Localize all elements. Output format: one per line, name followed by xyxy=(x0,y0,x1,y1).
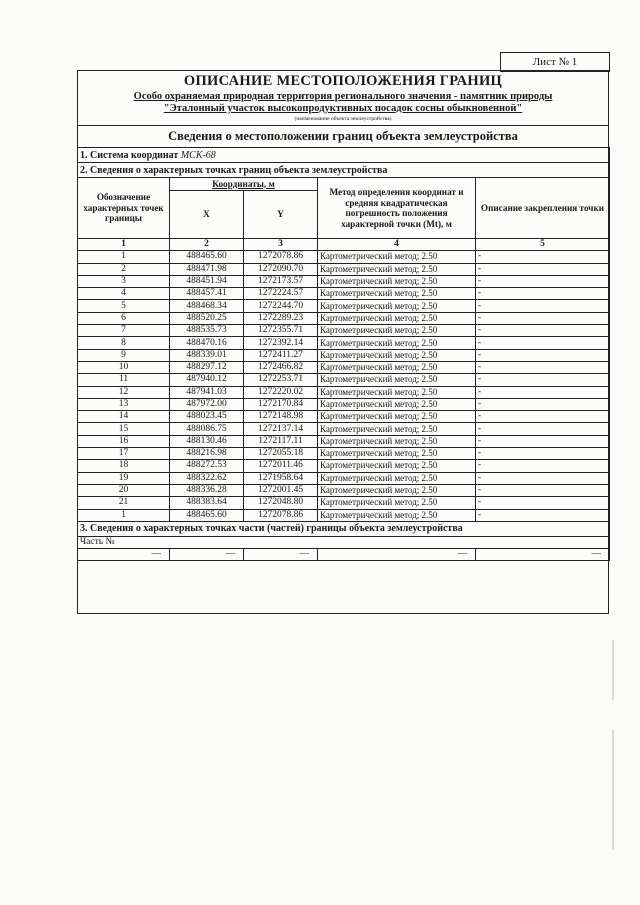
method: Картометрический метод; 2.50 xyxy=(318,423,476,435)
coord-x: 488451.94 xyxy=(170,275,244,287)
document-title: ОПИСАНИЕ МЕСТОПОЛОЖЕНИЯ ГРАНИЦ xyxy=(183,73,503,89)
table-row xyxy=(78,423,610,435)
point-number: 16 xyxy=(78,435,170,447)
point-number: 7 xyxy=(78,325,170,337)
coord-y: 1272001.45 xyxy=(244,484,318,496)
coord-x: 487941.03 xyxy=(170,386,244,398)
table-row xyxy=(78,460,610,472)
header-method: Метод определения координат и средняя квадратическая погрешность положения характерной точки (Mt), м xyxy=(318,178,476,239)
point-number: 11 xyxy=(78,374,170,386)
coord-x: 488470.16 xyxy=(170,337,244,349)
coord-x: 488465.60 xyxy=(170,509,244,521)
fixing-description: - xyxy=(476,497,610,509)
table-row xyxy=(78,509,610,521)
table-row xyxy=(78,337,610,349)
fixing-description: - xyxy=(476,251,610,263)
section3-title: 3. Сведения о характерных точках части (частей) границы объекта землеустройства xyxy=(78,521,610,536)
method: Картометрический метод; 2.50 xyxy=(318,312,476,324)
coord-x: 488272.53 xyxy=(170,460,244,472)
boundary-table xyxy=(77,147,610,561)
method: Картометрический метод; 2.50 xyxy=(318,251,476,263)
header-y: Y xyxy=(244,190,318,238)
table-row xyxy=(78,374,610,386)
point-number: 6 xyxy=(78,312,170,324)
coord-system-label: 1. Система координат xyxy=(80,149,179,161)
method: Картометрический метод; 2.50 xyxy=(318,288,476,300)
sheet-label: Лист № 1 xyxy=(500,52,610,72)
method: Картометрический метод; 2.50 xyxy=(318,497,476,509)
fixing-description: - xyxy=(476,374,610,386)
coord-x: 488216.98 xyxy=(170,448,244,460)
col-number-3: 3 xyxy=(244,239,318,251)
fixing-description: - xyxy=(476,275,610,287)
part-label-row xyxy=(78,536,610,548)
coord-y: 1272055.18 xyxy=(244,448,318,460)
method: Картометрический метод; 2.50 xyxy=(318,484,476,496)
coord-y: 1272220.02 xyxy=(244,386,318,398)
part-cell: — xyxy=(78,549,170,561)
coord-y: 1272137.14 xyxy=(244,423,318,435)
coord-x: 488468.34 xyxy=(170,300,244,312)
point-number: 13 xyxy=(78,398,170,410)
scan-margin-mark xyxy=(612,730,614,850)
document-subtitle-line2: "Эталонный участок высокопродуктивных посадок сосны обыкновенной" xyxy=(163,103,523,114)
coord-x: 488297.12 xyxy=(170,361,244,373)
table-row xyxy=(78,300,610,312)
coord-x: 488383.64 xyxy=(170,497,244,509)
table-row xyxy=(78,361,610,373)
table-row xyxy=(78,312,610,324)
table-row xyxy=(78,484,610,496)
table-row xyxy=(78,349,610,361)
method: Картометрический метод; 2.50 xyxy=(318,337,476,349)
fixing-description: - xyxy=(476,435,610,447)
part-cell: — xyxy=(244,549,318,561)
scan-margin-mark xyxy=(612,640,614,700)
coord-x: 488520.25 xyxy=(170,312,244,324)
coord-y: 1272173.57 xyxy=(244,275,318,287)
coord-x: 488130.46 xyxy=(170,435,244,447)
coord-y: 1272078.86 xyxy=(244,509,318,521)
point-number: 18 xyxy=(78,460,170,472)
table-row xyxy=(78,251,610,263)
coord-y: 1272090.70 xyxy=(244,263,318,275)
coord-y: 1272253.71 xyxy=(244,374,318,386)
method: Картометрический метод; 2.50 xyxy=(318,275,476,287)
method: Картометрический метод; 2.50 xyxy=(318,361,476,373)
fixing-description: - xyxy=(476,361,610,373)
point-number: 19 xyxy=(78,472,170,484)
coord-y: 1272078.86 xyxy=(244,251,318,263)
point-number: 20 xyxy=(78,484,170,496)
fixing-description: - xyxy=(476,484,610,496)
header-point: Обозначение характерных точек границы xyxy=(78,178,170,239)
point-number: 3 xyxy=(78,275,170,287)
coord-x: 488023.45 xyxy=(170,411,244,423)
method: Картометрический метод; 2.50 xyxy=(318,263,476,275)
fixing-description: - xyxy=(476,349,610,361)
method: Картометрический метод; 2.50 xyxy=(318,509,476,521)
coord-system-value: МСК-68 xyxy=(180,149,216,161)
table-row xyxy=(78,411,610,423)
method: Картометрический метод; 2.50 xyxy=(318,448,476,460)
method: Картометрический метод; 2.50 xyxy=(318,398,476,410)
part-label: Часть № xyxy=(78,536,610,548)
part-cell: — xyxy=(170,549,244,561)
table-row xyxy=(78,448,610,460)
part-cell: — xyxy=(476,549,610,561)
point-number: 2 xyxy=(78,263,170,275)
coord-y: 1272392.14 xyxy=(244,337,318,349)
header-fixing: Описание закрепления точки xyxy=(476,178,610,239)
coord-y: 1272224.57 xyxy=(244,288,318,300)
point-number: 15 xyxy=(78,423,170,435)
coord-x: 488535.73 xyxy=(170,325,244,337)
section2-row xyxy=(78,163,610,178)
fixing-description: - xyxy=(476,386,610,398)
coord-y: 1271958.64 xyxy=(244,472,318,484)
coord-x: 488339.01 xyxy=(170,349,244,361)
fixing-description: - xyxy=(476,325,610,337)
point-number: 21 xyxy=(78,497,170,509)
method: Картометрический метод; 2.50 xyxy=(318,460,476,472)
coord-x: 488086.75 xyxy=(170,423,244,435)
point-number: 10 xyxy=(78,361,170,373)
fixing-description: - xyxy=(476,337,610,349)
coord-y: 1272117.11 xyxy=(244,435,318,447)
method: Картометрический метод; 2.50 xyxy=(318,435,476,447)
coord-y: 1272148.98 xyxy=(244,411,318,423)
coord-x: 488465.60 xyxy=(170,251,244,263)
header-coords: Координаты, м xyxy=(170,178,318,191)
table-header-row-1 xyxy=(78,178,610,191)
method: Картометрический метод; 2.50 xyxy=(318,300,476,312)
table-row xyxy=(78,288,610,300)
section2-title: 2. Сведения о характерных точках границ объекта землеустройства xyxy=(78,163,610,178)
table-row xyxy=(78,398,610,410)
method: Картометрический метод; 2.50 xyxy=(318,349,476,361)
part-cell: — xyxy=(318,549,476,561)
document-subtitle-line1: Особо охраняемая природная территория регионального значения - памятник природы xyxy=(133,91,553,102)
table-row xyxy=(78,275,610,287)
method: Картометрический метод; 2.50 xyxy=(318,374,476,386)
section-header: Сведения о местоположении границ объекта землеустройства xyxy=(78,125,608,148)
subtitle-note: (наименование объекта землеустройства) xyxy=(294,116,392,122)
col-number-2: 2 xyxy=(170,239,244,251)
fixing-description: - xyxy=(476,312,610,324)
coord-y: 1272170.84 xyxy=(244,398,318,410)
table-row xyxy=(78,325,610,337)
table-row xyxy=(78,472,610,484)
point-number: 1 xyxy=(78,509,170,521)
table-row xyxy=(78,435,610,447)
fixing-description: - xyxy=(476,300,610,312)
fixing-description: - xyxy=(476,509,610,521)
method: Картометрический метод; 2.50 xyxy=(318,411,476,423)
fixing-description: - xyxy=(476,411,610,423)
point-number: 8 xyxy=(78,337,170,349)
method: Картометрический метод; 2.50 xyxy=(318,386,476,398)
coord-system-row xyxy=(78,148,610,163)
method: Картометрический метод; 2.50 xyxy=(318,325,476,337)
coord-x: 487972.00 xyxy=(170,398,244,410)
fixing-description: - xyxy=(476,288,610,300)
section3-row xyxy=(78,521,610,536)
point-number: 1 xyxy=(78,251,170,263)
header-x: X xyxy=(170,190,244,238)
coord-y: 1272411.27 xyxy=(244,349,318,361)
coord-y: 1272466.82 xyxy=(244,361,318,373)
col-number-1: 1 xyxy=(78,239,170,251)
coord-x: 488336.28 xyxy=(170,484,244,496)
fixing-description: - xyxy=(476,398,610,410)
coord-y: 1272289.23 xyxy=(244,312,318,324)
coord-x: 487940.12 xyxy=(170,374,244,386)
table-row xyxy=(78,386,610,398)
coord-y: 1272011.46 xyxy=(244,460,318,472)
fixing-description: - xyxy=(476,472,610,484)
fixing-description: - xyxy=(476,448,610,460)
point-number: 14 xyxy=(78,411,170,423)
fixing-description: - xyxy=(476,423,610,435)
coord-y: 1272244.70 xyxy=(244,300,318,312)
point-number: 4 xyxy=(78,288,170,300)
table-row xyxy=(78,263,610,275)
coord-y: 1272355.71 xyxy=(244,325,318,337)
method: Картометрический метод; 2.50 xyxy=(318,472,476,484)
fixing-description: - xyxy=(476,460,610,472)
table-row xyxy=(78,497,610,509)
point-number: 17 xyxy=(78,448,170,460)
point-number: 12 xyxy=(78,386,170,398)
coord-x: 488471.98 xyxy=(170,263,244,275)
column-number-row xyxy=(78,239,610,251)
point-number: 9 xyxy=(78,349,170,361)
coord-x: 488457.41 xyxy=(170,288,244,300)
coord-y: 1272048.80 xyxy=(244,497,318,509)
fixing-description: - xyxy=(476,263,610,275)
coord-x: 488322.62 xyxy=(170,472,244,484)
col-number-4: 4 xyxy=(318,239,476,251)
document-frame xyxy=(77,70,609,614)
part-empty-row xyxy=(78,549,610,561)
point-number: 5 xyxy=(78,300,170,312)
col-number-5: 5 xyxy=(476,239,610,251)
